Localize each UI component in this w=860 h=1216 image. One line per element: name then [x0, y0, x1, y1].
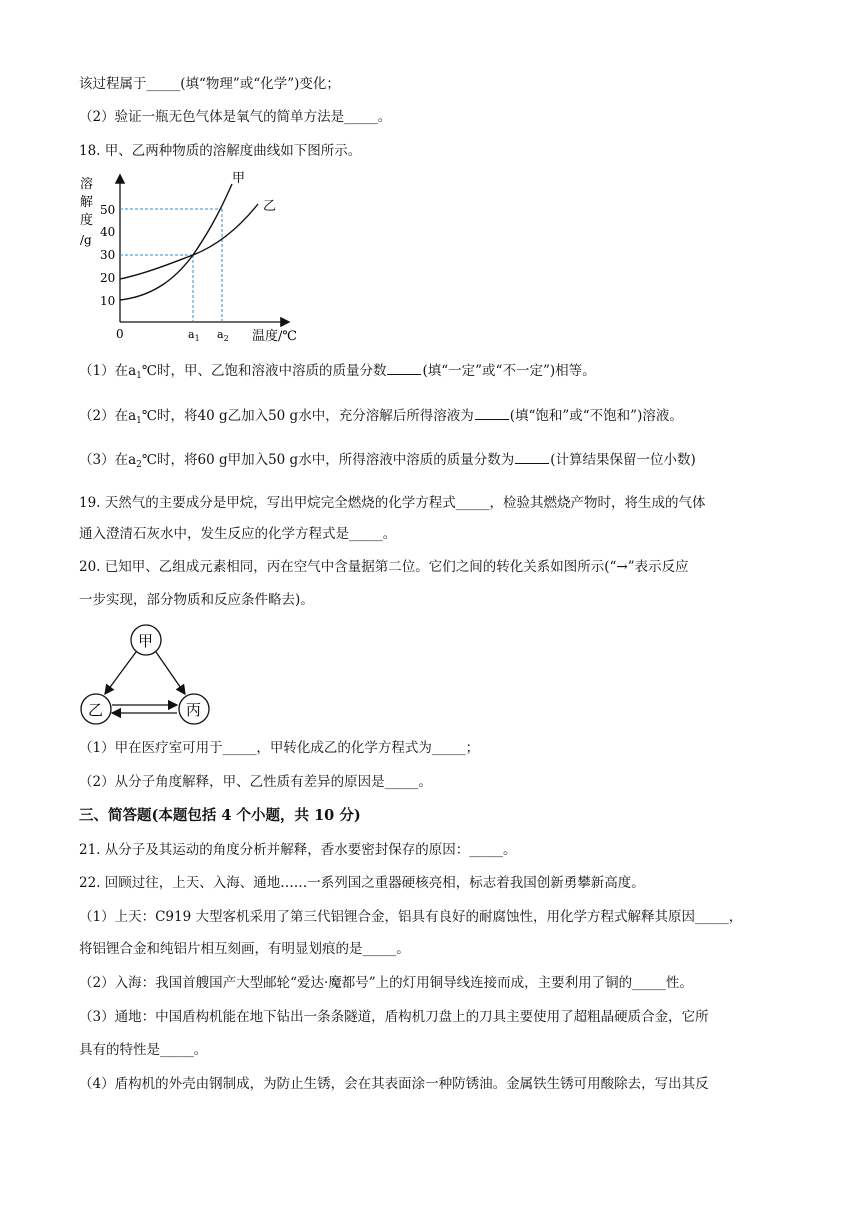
x-tick-a2: $a_2$: [217, 328, 229, 343]
q22-part-1-line-1: （1）上天：C919 大型客机采用了第三代铝锂合金，铝具有良好的耐腐蚀性，用化学方程式解释其原因_____，: [79, 909, 743, 925]
series-label-yi: 乙: [263, 199, 277, 214]
solubility-chart-svg: [76, 166, 316, 346]
y-tick-10: 10: [100, 294, 116, 308]
y-tick-30: 30: [100, 248, 116, 262]
series-label-jia: 甲: [232, 171, 246, 186]
y-axis-label-4: /g: [80, 233, 92, 247]
y-axis-label-1: 溶: [80, 177, 94, 192]
q22-part-4: （4）盾构机的外壳由钢制成，为防止生锈，会在其表面涂一种防锈油。金属铁生锈可用酸除去，写出其反: [79, 1076, 709, 1092]
q20-part-1: （1）甲在医疗室可用于_____，甲转化成乙的化学方程式为_____；: [79, 740, 480, 756]
text-line-1: 该过程属于_____(填“物理”或“化学”)变化；: [79, 76, 340, 92]
curve-yi: [120, 204, 258, 279]
q18-part-3: （3）在$a_2℃$时，将60 g甲加入50 g水中，所得溶液中溶质的质量分数为 (计算结果保留一位小数): [79, 449, 790, 475]
q18-part-2: （2）在$a_1℃$时，将40 g乙加入50 g水中，充分溶解后所得溶液为 (填“饱和”或“不饱和”)溶液。: [79, 405, 790, 431]
node-label-jia: 甲: [138, 632, 154, 650]
x-tick-a1: $a_1$: [188, 328, 200, 343]
q22-part-1-line-2: 将铝锂合金和纯铝片相互刻画，有明显划痕的是_____。: [79, 941, 410, 957]
y-axis-label-3: 度: [80, 213, 94, 228]
y-axis-label-2: 解: [80, 195, 94, 210]
y-tick-20: 20: [100, 271, 116, 285]
question-20-line-1: 20. 已知甲、乙组成元素相同，丙在空气中含量据第二位。它们之间的转化关系如图所示(“→”表示反应: [79, 559, 689, 575]
q22-part-2: （2）入海：我国首艘国产大型邮轮“爱达·魔都号”上的灯用铜导线连接而成，主要利用了铜的_____性。: [79, 975, 693, 991]
arrow-jia-to-bing: [156, 652, 185, 694]
y-tick-40: 40: [100, 225, 116, 239]
section-heading-3: 三、简答题(本题包括 4 个小题，共 10 分): [79, 807, 361, 824]
q18-part-1: （1）在$a_1℃$时，甲、乙饱和溶液中溶质的质量分数 (填“一定”或“不一定”)相等。: [79, 360, 790, 386]
curve-jia: [120, 184, 232, 300]
text-line-2: （2）验证一瓶无色气体是氧气的简单方法是_____。: [79, 109, 392, 125]
x-tick-0: 0: [116, 327, 124, 341]
question-20-line-2: 一步实现，部分物质和反应条件略去)。: [79, 592, 314, 608]
node-label-yi: 乙: [88, 701, 104, 719]
solubility-chart: [76, 166, 316, 346]
q22-part-3-line-1: （3）通地：中国盾构机能在地下钻出一条条隧道，盾构机刀盘上的刀具主要使用了超粗晶硬质合金，它所: [79, 1009, 709, 1025]
arrow-jia-to-yi: [105, 652, 136, 694]
y-tick-50: 50: [100, 203, 116, 217]
question-21: 21. 从分子及其运动的角度分析并解释，香水要密封保存的原因：_____。: [79, 842, 517, 858]
question-19-line-2: 通入澄清石灰水中，发生反应的化学方程式是_____。: [79, 526, 397, 542]
relation-diagram-svg: [76, 620, 216, 726]
relation-diagram: [76, 620, 216, 726]
question-19-line-1: 19. 天然气的主要成分是甲烷，写出甲烷完全燃烧的化学方程式_____，检验其燃烧产物时，将生成的气体: [79, 495, 706, 511]
q22-part-3-line-2: 具有的特性是_____。: [79, 1042, 208, 1058]
q20-part-2: （2）从分子角度解释，甲、乙性质有差异的原因是_____。: [79, 774, 432, 790]
question-18: 18. 甲、乙两种物质的溶解度曲线如下图所示。: [79, 143, 362, 159]
x-axis-label: 温度/℃: [252, 329, 297, 344]
question-22: 22. 回顾过往，上天、入海、通地……一系列国之重器硬核亮相，标志着我国创新勇攀新高度。: [79, 875, 645, 891]
node-label-bing: 丙: [186, 701, 202, 719]
